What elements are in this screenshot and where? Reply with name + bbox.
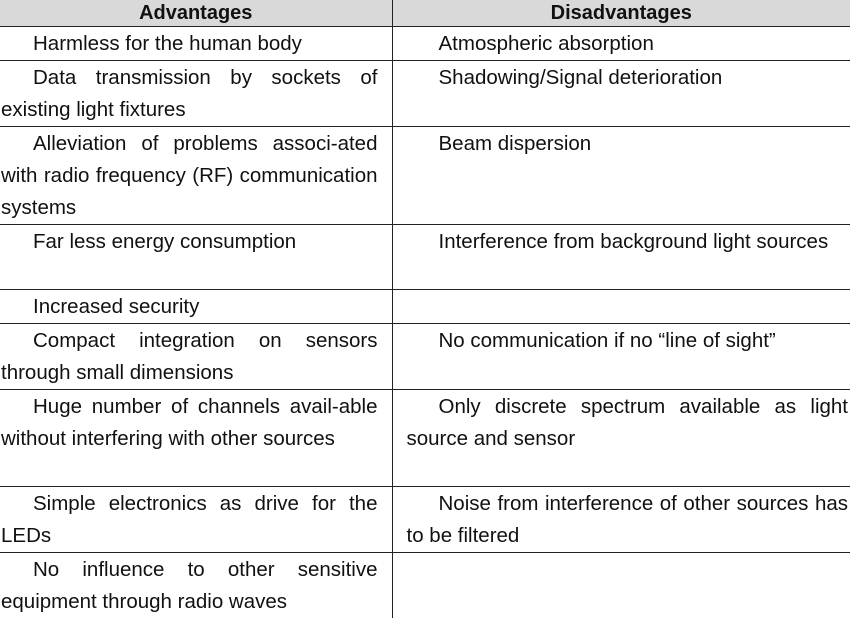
advantages-header: Advantages: [0, 0, 392, 27]
disadvantage-cell: [392, 390, 850, 487]
table-row: [0, 553, 850, 618]
disadvantage-cell: [392, 553, 850, 618]
disadvantage-text: Shadowing/Signal deterioration: [439, 66, 723, 89]
advantage-cell: [0, 127, 392, 225]
disadvantage-cell: [392, 225, 850, 290]
advantage-text: No influence to other sensitive equipment through radio waves: [1, 558, 378, 613]
disadvantage-text: Atmospheric absorption: [439, 32, 654, 55]
advantage-cell: [0, 290, 392, 324]
advantage-cell: [0, 225, 392, 290]
table-row: [0, 225, 850, 290]
table-row: [0, 487, 850, 553]
advantage-text: Far less energy consumption: [33, 230, 296, 253]
advantage-text: Simple electronics as drive for the LEDs: [1, 492, 378, 547]
advantage-text: Compact integration on sensors through small dimensions: [1, 329, 378, 384]
table-row: [0, 27, 850, 61]
disadvantage-cell: [392, 27, 850, 61]
advantage-text: Data transmission by sockets of existing light fixtures: [1, 66, 378, 121]
disadvantage-text: Interference from background light sources: [439, 230, 829, 253]
advantage-cell: [0, 390, 392, 487]
advantage-cell: [0, 553, 392, 618]
advantage-text: Harmless for the human body: [33, 32, 302, 55]
advantage-cell: [0, 61, 392, 127]
disadvantage-cell: [392, 127, 850, 225]
disadvantage-cell: [392, 324, 850, 390]
table-row: [0, 390, 850, 487]
disadvantage-text: Only discrete spectrum available as light source and sensor: [407, 395, 849, 450]
disadvantage-text: No communication if no “line of sight”: [439, 329, 776, 352]
disadvantage-cell: [392, 61, 850, 127]
disadvantage-text: Beam dispersion: [439, 132, 592, 155]
advantage-cell: [0, 487, 392, 553]
header-row: [0, 0, 850, 27]
advantage-cell: [0, 324, 392, 390]
advantage-text: Increased security: [33, 295, 199, 318]
table-row: [0, 290, 850, 324]
advantage-cell: [0, 27, 392, 61]
table-row: [0, 127, 850, 225]
table-row: [0, 61, 850, 127]
disadvantage-text: Noise from interference of other sources has to be filtered: [407, 492, 849, 547]
table-row: [0, 324, 850, 390]
advantage-text: Alleviation of problems associ-ated with radio frequency (RF) communication systems: [1, 132, 378, 219]
disadvantage-cell: [392, 487, 850, 553]
disadvantage-cell: [392, 290, 850, 324]
advantage-text: Huge number of channels avail-able without interfering with other sources: [1, 395, 378, 450]
disadvantages-header: Disadvantages: [392, 0, 850, 27]
